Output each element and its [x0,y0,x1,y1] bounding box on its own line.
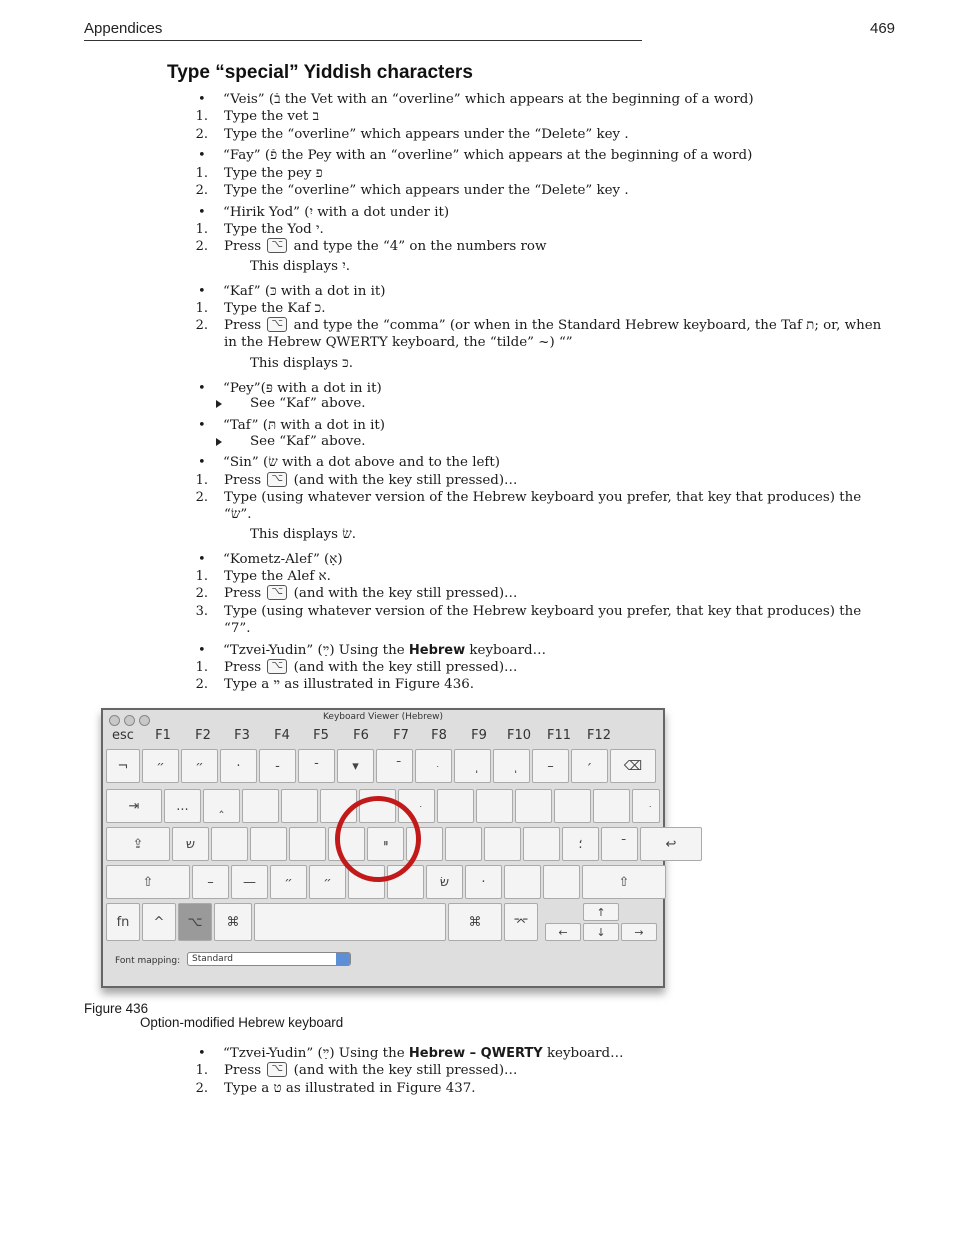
keyboard-key[interactable] [515,789,552,823]
arrow-key[interactable]: → [621,923,657,941]
veis-step-2: Type the “overline” which appears under the “Delete” key . [224,127,629,142]
keyboard-key[interactable]: ״ [309,865,346,899]
fay-step-1: Type the pey פ [224,166,323,181]
bullet-marker: • [198,148,206,163]
keyboard-key[interactable]: - [259,749,296,783]
keyboard-key[interactable] [593,789,630,823]
select-arrows-icon [336,953,350,965]
keyboard-key[interactable]: ▾ [337,749,374,783]
hirik-bullet: “Hirik Yod” (יִ with a dot under it) [223,205,450,220]
veis-step-1: Type the vet ב [224,109,320,124]
option-key-icon [267,238,287,253]
step-number: 1. [195,1063,208,1078]
step-number: 2. [195,183,208,198]
keyboard-key[interactable]: — [231,865,268,899]
keyboard-key[interactable]: – [192,865,229,899]
font-mapping-label: Font mapping: [115,956,181,966]
pey-bullet: “Pey”(פּ with a dot in it) [223,381,382,396]
kometz-step-1: Type the Alef א. [224,569,331,584]
kaf-step-2-cont: in the Hebrew QWERTY keyboard, the “tilde” ~) “” [224,335,573,350]
keyboard-key[interactable]: ״ [181,749,218,783]
keyboard-key[interactable] [250,827,287,861]
keyboard-key[interactable]: ׳ [571,749,608,783]
step-number: 1. [195,222,208,237]
step-text: (and with the key still pressed)… [293,473,518,488]
keyboard-key[interactable] [281,789,318,823]
keyboard-key[interactable]: ⌤ [504,903,538,941]
press-label: Press [224,1063,262,1078]
keyboard-key[interactable] [437,789,474,823]
running-header: Appendices [84,20,163,37]
keyboard-key[interactable] [445,827,482,861]
bullet-marker: • [198,455,206,470]
keyboard-key[interactable] [523,827,560,861]
sin-step-2-cont: “שׂ”. [224,507,252,522]
function-key[interactable]: F2 [195,728,211,743]
step-number: 2. [195,677,208,692]
keyboard-key[interactable]: · [465,865,502,899]
kaf-step-2 [224,317,881,334]
function-key[interactable]: F3 [234,728,250,743]
bullet-text: keyboard… [469,643,546,658]
header-rule [84,40,642,41]
bullet-text: keyboard… [546,1046,624,1061]
sin-step-1 [224,472,517,489]
hirik-step-1: Type the Yod י. [224,222,324,237]
keyboard-key[interactable]: שׂ [426,865,463,899]
step-number: 1. [195,473,208,488]
step-text: (and with the key still pressed)… [293,586,518,601]
keyboard-key[interactable]: fn [106,903,140,941]
step-number: 1. [195,166,208,181]
option-key-icon [267,317,287,332]
function-key[interactable]: F11 [546,728,572,743]
pey-see: See “Kaf” above. [250,396,366,411]
function-key[interactable]: F10 [506,728,532,743]
step-number: 2. [195,586,208,601]
bullet-marker: • [198,381,206,396]
kometz-step-2 [224,585,517,602]
keyboard-key[interactable]: ⇧ [582,865,666,899]
keyboard-name: Hebrew [408,643,466,658]
arrow-marker-icon [216,400,222,408]
window-title: Keyboard Viewer (Hebrew) [322,712,444,722]
keyboard-key[interactable]: ⌥ [178,903,212,941]
keyboard-key[interactable]: ‸ [203,789,240,823]
function-key[interactable]: F7 [393,728,409,743]
fay-bullet: “Fay” (פֿ the Pey with an “overline” which appears at the beginning of a word) [223,148,753,163]
keyboard-key[interactable]: ⌫ [610,749,656,783]
keyboard-key[interactable]: ¬ [106,749,140,783]
arrow-marker-icon [216,438,222,446]
step-number: 1. [195,109,208,124]
bullet-marker: • [198,205,206,220]
keyboard-key[interactable] [543,865,580,899]
option-key-icon [267,659,287,674]
keyboard-key[interactable] [289,827,326,861]
keyboard-viewer-window [101,708,677,988]
keyboard-key[interactable]: ^ [142,903,176,941]
kaf-bullet: “Kaf” (כּ with a dot in it) [223,284,386,299]
keyboard-key[interactable]: ⇧ [106,865,190,899]
sin-step-2: Type (using whatever version of the Hebrew keyboard you prefer, that key that produces) the [224,490,862,505]
bullet-text: “Tzvei-Yudin” (ײַ) Using the [223,643,405,658]
bullet-marker: • [198,92,206,107]
keyboard-key[interactable]: ־ [298,749,335,783]
kaf-result: This displays כּ. [250,356,354,371]
keyboard-key[interactable]: ש [172,827,209,861]
fay-step-2: Type the “overline” which appears under the “Delete” key . [224,183,629,198]
bullet-marker: • [198,643,206,658]
tzvei2-step-1 [224,1062,517,1079]
arrow-key[interactable]: ↓ [583,923,619,941]
keyboard-key[interactable]: ״ [142,749,179,783]
keyboard-key[interactable]: ... [164,789,201,823]
keyboard-key[interactable] [415,749,452,783]
bullet-marker: • [198,1046,206,1061]
hirik-result: This displays יִ. [250,259,351,274]
step-number: 2. [195,239,208,254]
keyboard-key[interactable] [632,789,660,823]
tzvei2-step-2: Type a ט as illustrated in Figure 437. [224,1081,476,1096]
keyboard-key[interactable]: ؛ [562,827,599,861]
press-label: Press [224,586,262,601]
keyboard-key[interactable] [254,903,446,941]
keyboard-key[interactable] [211,827,248,861]
function-key[interactable]: F9 [471,728,487,743]
press-label: Press [224,318,262,333]
kometz-step-3-cont: “7”. [224,621,251,636]
step-number: 2. [195,1081,208,1096]
press-label: Press [224,660,262,675]
section-heading: Type “special” Yiddish characters [167,62,473,83]
step-number: 2. [195,127,208,142]
page-number: 469 [870,20,896,37]
step-number: 1. [195,301,208,316]
bullet-marker: • [198,418,206,433]
arrow-key[interactable]: ↑ [583,903,619,921]
tzvei2-bullet [223,1045,624,1062]
figure-caption: Option-modified Hebrew keyboard [140,1015,344,1030]
function-key[interactable]: F6 [353,728,369,743]
keyboard-key[interactable]: · [220,749,257,783]
keyboard-key[interactable]: ⇥ [106,789,162,823]
bullet-marker: • [198,552,206,567]
keyboard-key[interactable]: ײ [367,827,404,861]
highlight-circle [335,796,421,882]
keyboard-key[interactable] [454,749,491,783]
tzvei-step-1 [224,659,517,676]
option-key-icon [267,1062,287,1077]
press-label: Press [224,473,262,488]
function-key[interactable]: F8 [431,728,447,743]
function-key[interactable]: F12 [586,728,612,743]
keyboard-key[interactable] [242,789,279,823]
keyboard-key[interactable] [601,827,638,861]
bullet-marker: • [198,284,206,299]
option-key-icon [267,585,287,600]
keyboard-key[interactable]: ↩ [640,827,702,861]
keyboard-key[interactable] [554,789,591,823]
keyboard-key[interactable]: ⇪ [106,827,170,861]
font-mapping-value: Standard [192,954,233,964]
keyboard-key[interactable] [493,749,530,783]
step-number: 1. [195,660,208,675]
press-label: Press [224,239,262,254]
step-number: 2. [195,318,208,333]
sin-result: This displays שׂ. [250,527,356,542]
arrow-key[interactable]: ← [545,923,581,941]
keyboard-key[interactable] [504,865,541,899]
keyboard-key[interactable] [484,827,521,861]
kometz-step-3: Type (using whatever version of the Hebrew keyboard you prefer, that key that produces) the [224,604,862,619]
step-text: and type the “comma” (or when in the Standard Hebrew keyboard, the Taf ת; or, when [293,318,882,333]
font-mapping-select[interactable] [187,952,351,966]
keyboard-key[interactable]: ״ [270,865,307,899]
kometz-bullet: “Kometz-Alef” (אָ) [223,552,343,567]
keyboard-key[interactable]: – [532,749,569,783]
hirik-step-2 [224,238,546,255]
taf-bullet: “Taf” (תּ with a dot in it) [223,418,385,433]
veis-bullet: “Veis” (בֿ the Vet with an “overline” which appears at the beginning of a word) [223,92,754,107]
step-number: 2. [195,490,208,505]
keyboard-key[interactable]: ⌘ [214,903,252,941]
function-key[interactable]: F5 [313,728,329,743]
keyboard-key[interactable] [476,789,513,823]
keyboard-key[interactable] [376,749,413,783]
step-text: (and with the key still pressed)… [293,1063,518,1078]
step-number: 1. [195,569,208,584]
function-key[interactable]: F4 [274,728,290,743]
keyboard-name: Hebrew – QWERTY [408,1046,543,1061]
tzvei-step-2: Type a ײ as illustrated in Figure 436. [224,677,474,692]
sin-bullet: “Sin” (שׂ with a dot above and to the left) [223,455,500,470]
kaf-step-1: Type the Kaf כ. [224,301,326,316]
taf-see: See “Kaf” above. [250,434,366,449]
function-key[interactable]: F1 [155,728,171,743]
step-text: and type the “4” on the numbers row [293,239,547,254]
bullet-text: “Tzvei-Yudin” (ײַ) Using the [223,1046,405,1061]
keyboard-key[interactable]: ⌘ [448,903,502,941]
option-key-icon [267,472,287,487]
step-text: (and with the key still pressed)… [293,660,518,675]
figure-number: Figure 436 [84,1001,149,1016]
function-key[interactable]: esc [112,728,134,743]
step-number: 3. [195,604,208,619]
